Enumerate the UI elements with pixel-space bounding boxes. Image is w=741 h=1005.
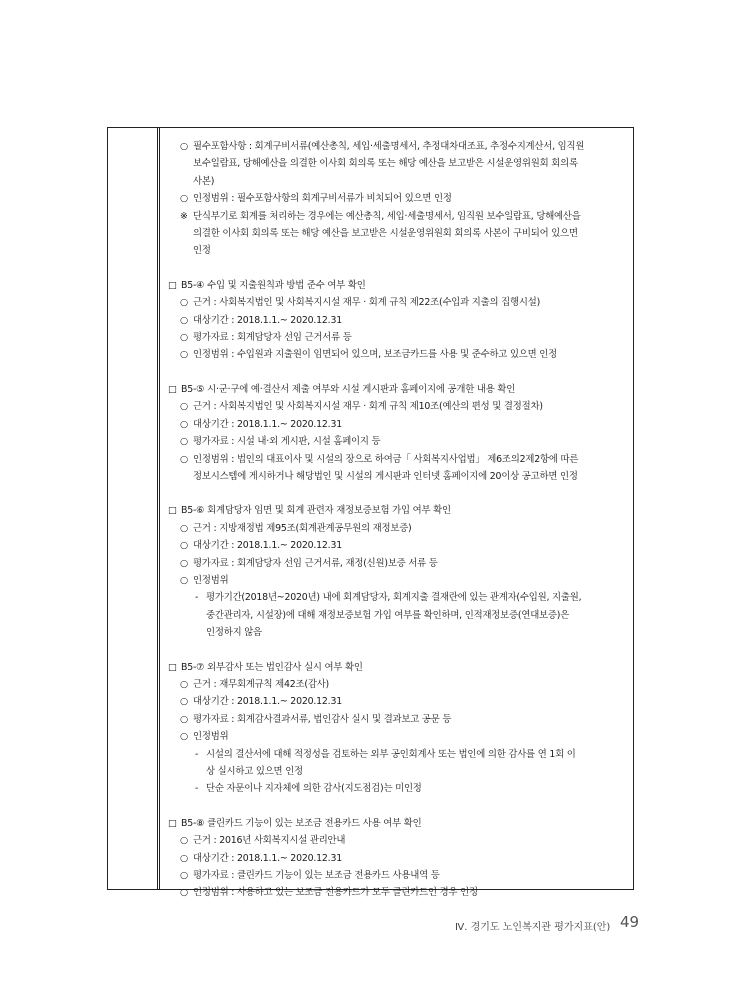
continuation-line: 의결한 이사회 회의록 또는 해당 예산을 보고받은 시설운영위원회 회의록 사본이 구비되어 있으면 xyxy=(193,228,578,240)
bullet-marker: - xyxy=(195,783,199,795)
list-item xyxy=(168,312,627,329)
bullet-marker: ○ xyxy=(180,401,188,413)
table-label-column xyxy=(108,128,160,889)
list-item xyxy=(168,398,627,415)
bullet-marker: ○ xyxy=(180,349,188,361)
bullet-marker: ○ xyxy=(180,332,188,344)
continuation-line: 인정하지 않음 xyxy=(206,627,262,639)
list-item xyxy=(168,208,627,225)
item-text: B5-⑧ 클린카드 기능이 있는 보조금 전용카드 사용 여부 확인 xyxy=(181,817,422,829)
continuation-line: 인정 xyxy=(193,245,211,257)
bullet-marker: ※ xyxy=(180,210,188,222)
section-heading xyxy=(168,659,627,676)
bullet-marker: ○ xyxy=(180,574,188,586)
list-item xyxy=(168,832,627,849)
list-item xyxy=(168,746,627,763)
item-text: B5-⑥ 회계담당자 임면 및 회계 관련자 재정보증보험 가입 여부 확인 xyxy=(181,505,451,517)
item-text: 근거 : 사회복지법인 및 사회복지시설 재무 · 회계 규칙 제22조(수입과 지출의 집행시설) xyxy=(193,297,541,309)
list-item xyxy=(168,711,627,728)
item-text: 평가자료 : 회계담당자 선임 근거서류 등 xyxy=(193,332,352,344)
item-text: 인정범위 : 필수포함사항의 회계구비서류가 비치되어 있으면 인정 xyxy=(193,193,452,205)
list-item xyxy=(168,780,627,797)
continuation-line: 사본) xyxy=(193,175,215,187)
list-item xyxy=(168,693,627,710)
section-heading xyxy=(168,277,627,294)
item-text: 대상기간 : 2018.1.1.~ 2020.12.31 xyxy=(193,852,342,864)
bullet-marker: □ xyxy=(168,661,177,673)
item-text: 인정범위 : 법인의 대표이사 및 시설의 장으로 하여금「 사회복지사업법」 제6조의2제2항에 따른 xyxy=(193,453,579,465)
footer-section-title: Ⅳ. 경기도 노인복지관 평가지표(안) xyxy=(455,922,611,933)
list-item xyxy=(168,329,627,346)
section-heading xyxy=(168,502,627,519)
continuation-line: 중간관리자, 시설장)에 대해 재정보증보험 가입 여부를 확인하며, 인적재정보증(연대보증)은 xyxy=(206,609,570,621)
section-spacer xyxy=(168,485,627,502)
list-item xyxy=(168,294,627,311)
list-item xyxy=(168,433,627,450)
item-text: 평가자료 : 회계감사결과서류, 법인감사 실시 및 결과보고 공문 등 xyxy=(193,713,452,725)
bullet-marker: ○ xyxy=(180,453,188,465)
evaluation-table xyxy=(107,127,634,899)
page-number: 49 xyxy=(620,913,640,931)
bullet-marker: ○ xyxy=(180,418,188,430)
bullet-marker: ○ xyxy=(180,193,188,205)
list-item xyxy=(168,537,627,554)
bullet-marker: ○ xyxy=(180,713,188,725)
item-text: 인정범위 : 수입원과 지출원이 임면되어 있으며, 보조금카드를 사용 및 준수하고 있으면 인정 xyxy=(193,349,558,361)
list-item xyxy=(168,138,627,155)
list-item xyxy=(168,728,627,745)
bullet-marker: ○ xyxy=(180,870,188,882)
item-text: B5-⑤ 시·군·구에 예·결산서 제출 여부와 시설 게시판과 홈페이지에 공개한 내용 확인 xyxy=(181,383,516,395)
list-item xyxy=(168,850,627,867)
section-spacer xyxy=(168,364,627,381)
continuation-line: 정보시스템에 게시하거나 해당법인 및 시설의 게시판과 인터넷 홈페이지에 20이상 공고하면 인정 xyxy=(193,470,578,482)
item-text: 평가자료 : 클린카드 기능이 있는 보조금 전용카드 사용내역 등 xyxy=(193,870,440,882)
item-text: 대상기간 : 2018.1.1.~ 2020.12.31 xyxy=(193,314,342,326)
continuation-line: 상 실시하고 있으면 인정 xyxy=(206,766,303,777)
item-text: 평가자료 : 회계담당자 선임 근거서류, 재정(신원)보증 서류 등 xyxy=(193,557,438,569)
list-item xyxy=(168,589,627,606)
item-text: 필수포함사항 : 회계구비서류(예산총칙, 세입·세출명세서, 추정대차대조표, 추정수지계산서, 임직원 xyxy=(193,141,585,152)
item-text: 인정범위 xyxy=(193,574,229,586)
bullet-marker: ○ xyxy=(180,731,188,743)
item-text: 단순 자문이나 지자체에 의한 감사(지도점검)는 미인정 xyxy=(206,783,422,795)
list-item xyxy=(168,884,627,901)
list-item xyxy=(168,555,627,572)
table-content xyxy=(168,138,627,902)
bullet-marker: ○ xyxy=(180,696,188,708)
list-item xyxy=(168,572,627,589)
bullet-marker: ○ xyxy=(180,887,188,899)
list-item xyxy=(168,676,627,693)
continuation-line: 보수일람표, 당해예산을 의결한 이사회 회의록 또는 해당 예산을 보고받은 시설운영위원회 회의록 xyxy=(193,158,578,170)
bullet-marker: □ xyxy=(168,383,177,395)
bullet-marker: ○ xyxy=(180,852,188,864)
bullet-marker: □ xyxy=(168,505,177,517)
bullet-marker: ○ xyxy=(180,678,188,690)
bullet-marker: ○ xyxy=(180,522,188,534)
list-item xyxy=(168,867,627,884)
item-text: 근거 : 2016년 사회복지시설 관리안내 xyxy=(193,835,346,847)
item-text: 인정범위 xyxy=(193,731,229,743)
bullet-marker: ○ xyxy=(180,436,188,448)
bullet-marker: - xyxy=(195,592,199,604)
list-item xyxy=(168,520,627,537)
section-spacer xyxy=(168,642,627,659)
bullet-marker: ○ xyxy=(180,297,188,309)
section-spacer xyxy=(168,798,627,815)
list-item xyxy=(168,190,627,207)
item-text: 평가자료 : 시설 내·외 게시판, 시설 홈페이지 등 xyxy=(193,436,381,448)
bullet-marker: ○ xyxy=(180,314,188,326)
item-text: 근거 : 재무회계규칙 제42조(감사) xyxy=(193,678,330,690)
section-spacer xyxy=(168,260,627,277)
item-text: 대상기간 : 2018.1.1.~ 2020.12.31 xyxy=(193,540,342,552)
list-item xyxy=(168,416,627,433)
bullet-marker: □ xyxy=(168,817,177,829)
bullet-marker: ○ xyxy=(180,540,188,552)
list-item xyxy=(168,451,627,468)
item-text: 단식부기로 회계를 처리하는 경우에는 예산총칙, 세입·세출명세서, 임직원 보수일람표, 당해예산을 xyxy=(193,210,581,222)
section-heading xyxy=(168,815,627,832)
item-text: 인정범위 : 사용하고 있는 보조금 전용카드가 모두 클린카드인 경우 인정 xyxy=(193,887,478,899)
item-text: B5-⑦ 외부감사 또는 법인감사 실시 여부 확인 xyxy=(181,661,363,673)
list-item xyxy=(168,346,627,363)
bullet-marker: ○ xyxy=(180,141,188,152)
bullet-marker: □ xyxy=(168,279,177,291)
bullet-marker: ○ xyxy=(180,557,188,569)
bullet-marker: - xyxy=(195,748,199,760)
section-heading xyxy=(168,381,627,398)
item-text: 대상기간 : 2018.1.1.~ 2020.12.31 xyxy=(193,418,342,430)
item-text: 근거 : 사회복지법인 및 사회복지시설 재무 · 회계 규칙 제10조(예산의 편성 및 결정절차) xyxy=(193,401,543,413)
item-text: B5-④ 수입 및 지출원칙과 방법 준수 여부 확인 xyxy=(181,279,366,291)
item-text: 근거 : 지방재정법 제95조(회계관계공무원의 재정보증) xyxy=(193,522,412,534)
item-text: 시설의 결산서에 대해 적정성을 검토하는 외부 공인회계사 또는 법인에 의한 감사를 연 1회 이 xyxy=(206,748,576,760)
bullet-marker: ○ xyxy=(180,835,188,847)
item-text: 평가기간(2018년~2020년) 내에 회계담당자, 회계지출 결재란에 있는 관계자(수입원, 지출원, xyxy=(206,592,582,604)
item-text: 대상기간 : 2018.1.1.~ 2020.12.31 xyxy=(193,696,342,708)
